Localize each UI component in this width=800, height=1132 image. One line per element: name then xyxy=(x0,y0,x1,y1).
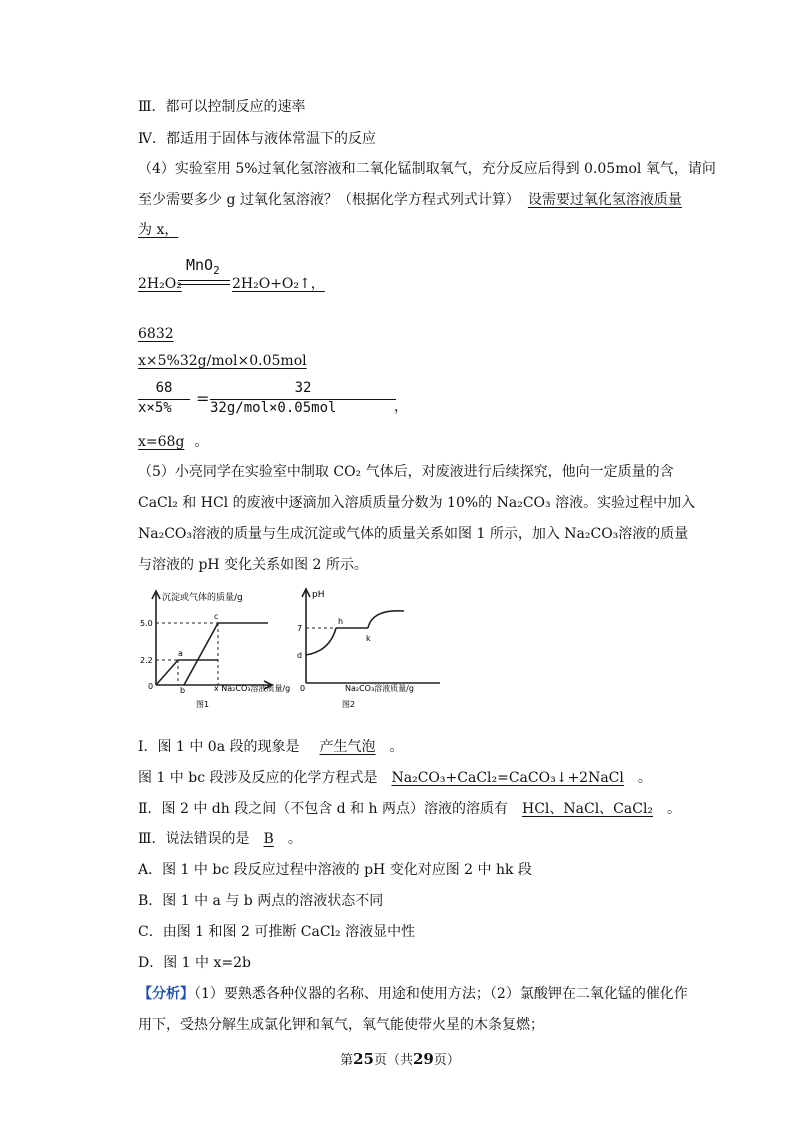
q4-answer-start: 设需要过氧化氢溶液质量 xyxy=(527,192,682,208)
fig1-point-c: c xyxy=(214,612,219,621)
fig2-ylabel: pH xyxy=(312,590,325,600)
q5-i-line2: 图 1 中 bc 段涉及反应的化学方程式是 Na₂CO₃+CaCl₂=CaCO₃↓+2NaCl 。 xyxy=(138,770,652,786)
fig1-ylabel: 沉淀或气体的质量/g xyxy=(162,593,243,603)
analysis-tag: 【分析】 xyxy=(138,986,194,1002)
q5-ii-answer: HCl、NaCl、CaCl₂ xyxy=(521,801,654,817)
q5-iii-line: Ⅲ．说法错误的是 B 。 xyxy=(138,831,302,847)
q5-ii-line: Ⅱ．图 2 中 dh 段之间（不包含 d 和 h 两点）溶液的溶质有 HCl、NaCl、CaCl₂ 。 xyxy=(138,801,682,817)
frac2-denominator: 32g/mol×0.05mol xyxy=(210,400,337,416)
fig1-ytick-22: 2.2 xyxy=(140,656,153,665)
fig1-precip-series xyxy=(184,623,268,685)
analysis-line2: 用下，受热分解生成氯化钾和氧气，氧气能使带火星的木条复燃； xyxy=(138,1017,544,1033)
line-iv: Ⅳ．都适用于固体与液体常温下的反应 xyxy=(138,131,376,147)
q4-line2 xyxy=(138,190,682,210)
q5-i-answer: 产生气泡 xyxy=(319,739,376,755)
fig2-point-d: d xyxy=(297,651,303,660)
fig2-ytick-7: 7 xyxy=(297,624,303,633)
fig2-caption: 图2 xyxy=(342,700,356,709)
answer-line xyxy=(138,432,208,452)
answer-end: 。 xyxy=(194,434,209,450)
fig2-xlabel: Na₂CO₃溶液质量/g xyxy=(345,684,414,693)
fig2-point-h: h xyxy=(338,617,344,626)
fig1-ytick-5: 5.0 xyxy=(140,619,153,628)
q5-line3: Na₂CO₃溶液的质量与生成沉淀或气体的质量关系如图 1 所示，加入 Na₂CO₃溶液的质量 xyxy=(138,526,689,542)
fig1-caption: 图1 xyxy=(196,700,210,709)
fig1-point-b: b xyxy=(180,686,186,695)
line-iii: Ⅲ．都可以控制反应的速率 xyxy=(138,99,306,115)
fig2-origin: 0 xyxy=(300,684,306,693)
fraction-equation xyxy=(138,380,438,420)
fig1-point-a: a xyxy=(178,649,183,658)
figure-2 xyxy=(302,589,440,683)
q5-line1: （5）小亮同学在实验室中制取 CO₂ 气体后，对废液进行后续探究，他向一定质量的含 xyxy=(138,464,674,480)
figures xyxy=(140,585,460,720)
equation-lhs: 2H₂O₂ xyxy=(138,276,182,292)
frac-tail: ， xyxy=(394,399,408,415)
option-d: D．图 1 中 x=2b xyxy=(138,955,251,971)
catalyst-label: MnO$_2$ xyxy=(186,256,220,277)
q5-i-equation: Na₂CO₃+CaCl₂=CaCO₃↓+2NaCl xyxy=(391,770,624,786)
fig2-point-k: k xyxy=(366,634,371,643)
frac1-denominator: x×5% xyxy=(138,400,172,416)
equation-rhs: 2H₂O+O₂↑， xyxy=(232,276,325,292)
q4-question: 至少需要多少 g 过氧化氢溶液？（根据化学方程式列式计算） xyxy=(138,192,520,208)
frac2-numerator: 32 xyxy=(294,380,312,396)
q4-line1: （4）实验室用 5%过氧化氢溶液和二氧化锰制取氧气，充分反应后得到 0.05mol 氧气，请问 xyxy=(138,161,716,177)
analysis-line1: 【分析】（1）要熟悉各种仪器的名称、用途和使用方法；（2）氯酸钾在二氧化锰的催化作 xyxy=(138,986,688,1002)
page-footer: 第25页（共29页） xyxy=(340,1050,460,1068)
option-b: B．图 1 中 a 与 b 两点的溶液状态不同 xyxy=(138,893,384,909)
fig1-xlabel: x Na₂CO₃溶液质量/g xyxy=(214,684,291,693)
figure-1 xyxy=(152,591,272,689)
page-number: 25 xyxy=(353,1050,374,1068)
values-line: x×5%32g/mol×0.05mol xyxy=(138,353,307,369)
q4-line3: 为 x， xyxy=(138,222,179,238)
answer-value: x=68g xyxy=(138,434,185,450)
fig1-origin: 0 xyxy=(148,682,154,691)
equation-double-line xyxy=(178,280,230,285)
q5-iii-answer: B xyxy=(263,831,274,847)
q5-line2: CaCl₂ 和 HCl 的废液中逐滴加入溶质质量分数为 10%的 Na₂CO₃ 溶液。实验过程中加入 xyxy=(138,495,696,511)
fig2-curve-k xyxy=(368,611,404,628)
frac1-numerator: 68 xyxy=(155,380,173,396)
fig2-curve-dh xyxy=(306,628,336,655)
page-total: 29 xyxy=(413,1050,434,1068)
equals-sign: = xyxy=(196,389,210,408)
q5-i-line1: I．图 1 中 0a 段的现象是 产生气泡 。 xyxy=(138,739,404,755)
option-a: A．图 1 中 bc 段反应过程中溶液的 pH 变化对应图 2 中 hk 段 xyxy=(138,862,532,878)
option-c: C．由图 1 和图 2 可推断 CaCl₂ 溶液显中性 xyxy=(138,924,416,940)
molar-mass-line: 6832 xyxy=(138,326,174,342)
fig1-gas-series xyxy=(156,660,218,685)
q5-line4: 与溶液的 pH 变化关系如图 2 所示。 xyxy=(138,557,368,573)
